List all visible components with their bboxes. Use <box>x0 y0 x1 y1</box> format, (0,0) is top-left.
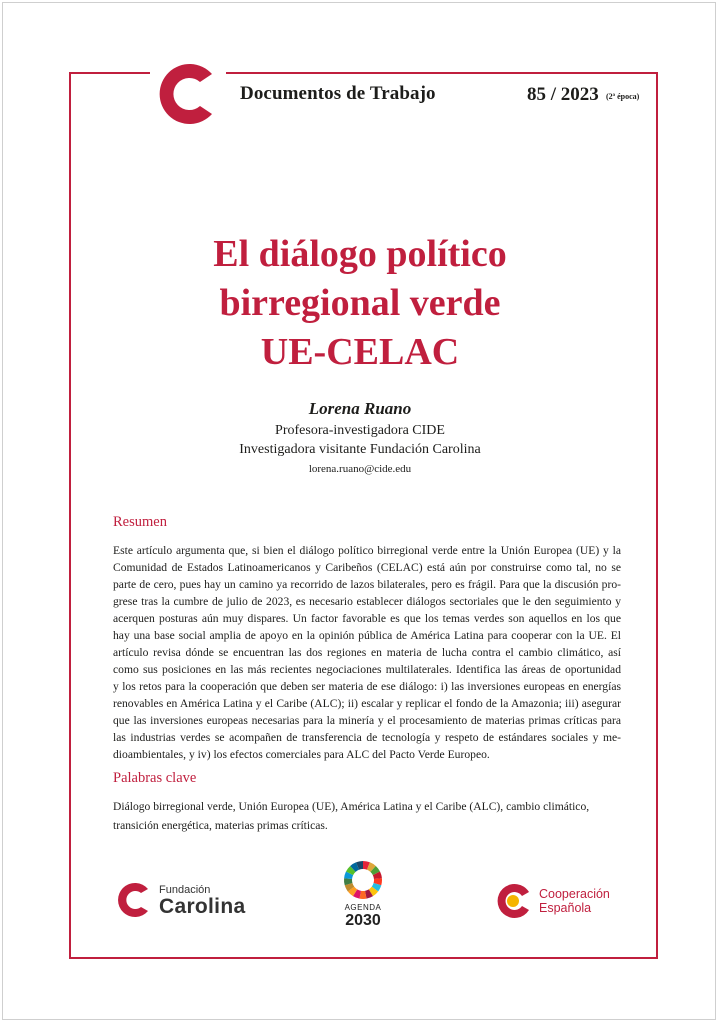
abstract-heading: Resumen <box>113 514 167 530</box>
keywords-line: Diálogo birregional verde, Unión Europea (UE), América Latina y el Caribe (ALC), cambio climático, <box>113 800 590 813</box>
abstract-line: Comunidad de Estados Latinoamericanos y Caribeños (CELAC) está aún por construirse como tal, no se <box>113 561 621 574</box>
agenda-2030-wheel-icon <box>343 860 383 900</box>
series-title: Documentos de Trabajo <box>240 83 436 104</box>
abstract-line: renovables en América Latina y el Caribe (ALC); ii) escalar y replicar el fondo de la Amazonia; iii) asegurar <box>113 697 621 710</box>
keywords-line: transición energética, materias primas críticas. <box>113 819 328 832</box>
abstract-body <box>113 542 621 763</box>
keywords-body <box>113 797 621 835</box>
epoch-label: (2ª época) <box>606 92 640 101</box>
cide-c-logo <box>150 50 226 138</box>
abstract-line: hay una base social amplia de apoyo en la opinión pública de América Latina para cooperar con la UE. El <box>113 629 621 642</box>
author-name: Lorena Ruano <box>308 399 412 418</box>
abstract-line: grese tras la cumbre de julio de 2023, es necesario establecer diálogos sectoriales que le den seguimiento y <box>113 595 621 608</box>
fundacion-carolina-c-icon <box>117 880 153 920</box>
issue-number: 85 / 2023 <box>527 84 599 105</box>
title-line: UE-CELAC <box>260 331 460 373</box>
abstract-line: y los retos para la cooperación que deben ser materia de ese diálogo: i) las inversiones europeas en energías <box>113 680 621 693</box>
abstract-line: Este artículo argumenta que, si bien el diálogo político birregional verde entre la Unión Europea (UE) y la <box>113 544 621 557</box>
author-email[interactable]: lorena.ruano@cide.edu <box>308 463 412 475</box>
abstract-line: dioambientales, y iv) los efectos comerciales para ALC del Pacto Verde Europeo. <box>113 748 490 761</box>
author-affiliation: Investigadora visitante Fundación Carolina <box>239 442 481 457</box>
title-line: birregional verde <box>219 282 501 324</box>
abstract-line: artículo revisa dónde se encuentran las dos regiones en materia de lucha contra el cambio climático, así <box>113 646 621 659</box>
abstract-line: parte de cero, pues hay un camino ya recorrido de lazos bilaterales, pero es frágil. Para que la discusión pro- <box>113 578 621 591</box>
cooperacion-label: Cooperación <box>539 887 610 901</box>
abstract-line: que las inversiones europeas necesarias para la minería y el procesamiento de materias primas críticas para <box>113 714 621 727</box>
carolina-label: Carolina <box>159 895 246 918</box>
cooperacion-espanola-icon <box>497 882 535 920</box>
agenda-2030-logo <box>335 858 391 934</box>
author-affiliation: Profesora-investigadora CIDE <box>275 423 445 438</box>
keywords-heading: Palabras clave <box>113 770 197 786</box>
espanola-label: Española <box>539 901 592 915</box>
abstract-line: como sus posiciones en las más recientes negociaciones multilaterales. Identifica las áreas de oportunidad <box>113 663 621 676</box>
title-line: El diálogo político <box>213 233 507 275</box>
document-title <box>100 230 620 377</box>
abstract-line: las industrias verdes se acompañen de transferencia de tecnología y respeto de estándares sociales y me- <box>113 731 621 744</box>
author-block <box>100 397 620 479</box>
agenda-year: 2030 <box>345 912 381 929</box>
agenda-word: AGENDA <box>344 903 382 912</box>
fundacion-label: Fundación <box>159 884 211 896</box>
abstract-line: acerquen posturas aún muy dispares. Un factor favorable es que los temas verdes son aquellos en los que <box>113 612 621 625</box>
